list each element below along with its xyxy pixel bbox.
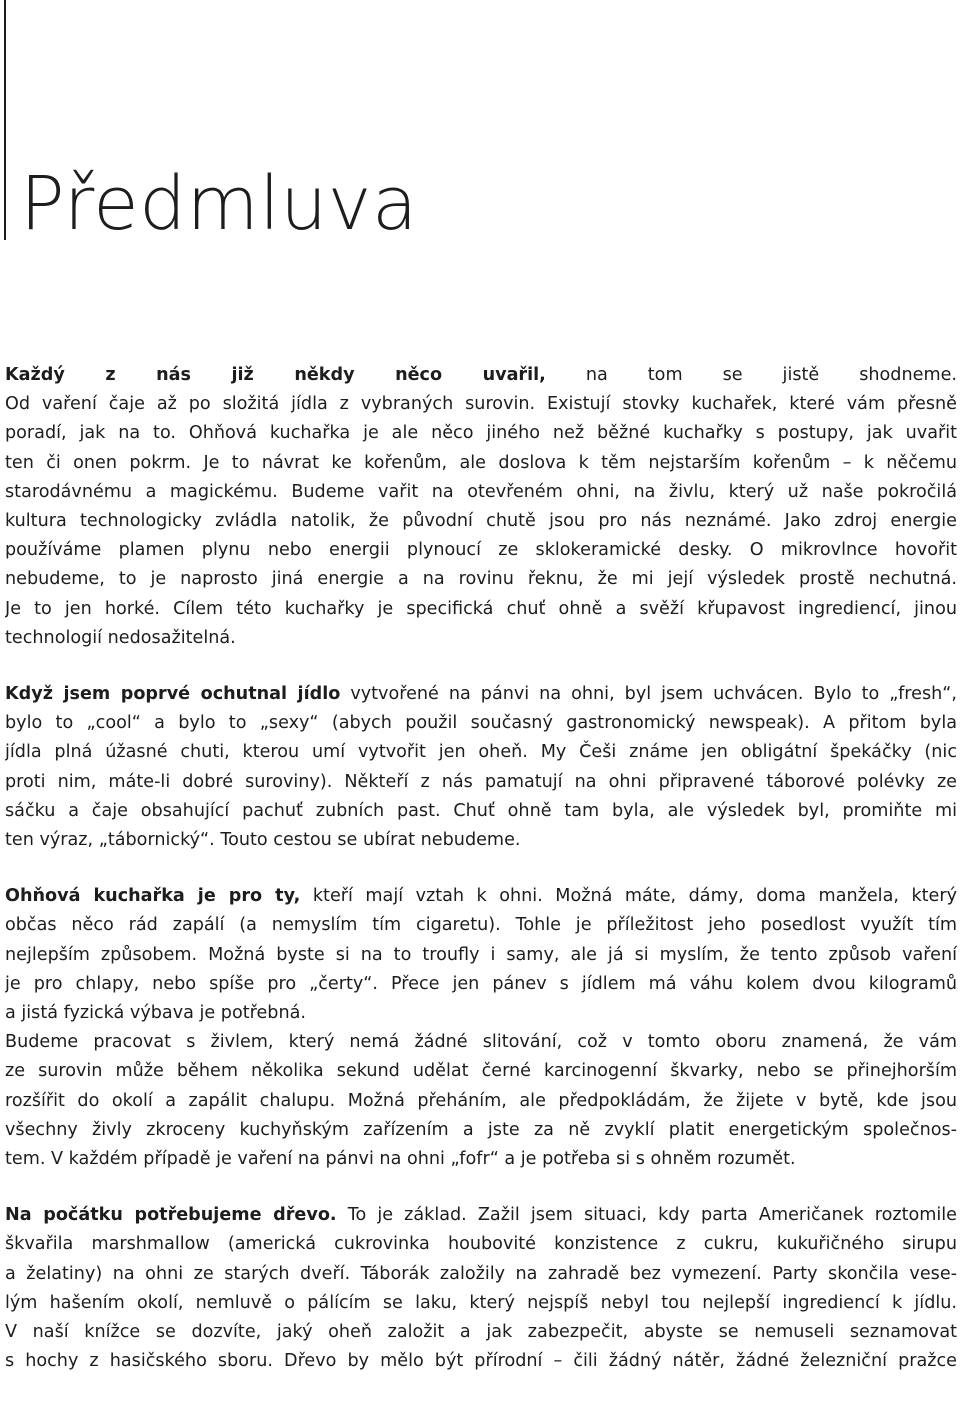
text-line: nebudeme, to je naprosto jiná energie a na rovinu řeknu, že mi její výsledek prostě nechutná. [5,569,957,590]
text-line: technologií nedosažitelná. [5,627,236,648]
text-line: a jistá fyzická výbava je potřebná. [5,1003,306,1024]
text-line: Každý z nás již někdy něco uvařil, na tom se jistě shodneme. [5,365,957,385]
text-line: je pro chlapy, nebo spíše pro „čerty“. Přece jen pánev s jídlem má váhu kolem dvou kilogramů [5,973,957,994]
text-line: sáčku a čaje obsahující pachuť zubních past. Chuť ohně tam byla, ale výsledek byl, promiňte mi [5,800,957,821]
paragraph-audience [5,882,957,1028]
text-line: s hochy z hasičského sboru. Dřevo by mělo být přírodní – čili žádný nátěr, žádné železniční pražce [5,1351,957,1372]
lead-phrase: Každý z nás již někdy něco uvařil, [5,365,546,385]
text-line: a želatiny) na ohni ze starých dveří. Táborák založily na zahradě bez vymezení. Party skončila vese- [5,1263,957,1284]
text-line: lým hašením okolí, nemluvě o pálícím se laku, který nejspíš nebyl tou nejlepší ingrediencí k jídlu. [5,1292,957,1313]
paragraph-wood [5,1201,957,1376]
lead-phrase: Na počátku potřebujeme dřevo. [5,1205,337,1226]
text-line: starodávnému a magickému. Budeme vařit na otevřeném ohni, na živlu, který už naše pokročilá [5,481,957,502]
text-line: proti nim, máte-li dobré suroviny). Někteří z nás pamatují na ohni připravené táborové polévky ze [5,771,957,792]
text-line: škvařila marshmallow (americká cukrovinka houbovité konzistence z cukru, kukuřičného sirupu [5,1234,957,1255]
text-line: ten výraz, „tábornický“. Touto cestou se ubírat nebudeme. [5,830,521,851]
text-line: Na počátku potřebujeme dřevo. To je základ. Zažil jsem situaci, kdy parta Američanek roztomile [5,1205,957,1226]
text-line: kultura technologicky zvládla natolik, že původní chutě jsou pro nás neznámé. Jako zdroj energie [5,511,957,532]
lead-phrase: Ohňová kuchařka je pro ty, [5,886,301,907]
text-line: ten či onen pokrm. Je to návrat ke kořenům, ale doslova k těm nejstarším kořenům – k něčemu [5,452,957,473]
text-line: Od vaření čaje až po složitá jídla z vybraných surovin. Existují stovky kuchařek, které vám přesně [5,394,957,415]
text-line: rozšířit do okolí a zapálit chalupu. Možná přeháním, ale předpokládám, že žijete v bytě, kde jsou [5,1090,957,1111]
text-line: bylo to „cool“ a bylo to „sexy“ (abych použil současný gastronomický newspeak). A přitom byla [5,713,957,734]
margin-rule [4,0,6,240]
paragraph-element [5,1028,957,1174]
text-line: všechny živly zkroceny kuchyňským zařízením a jste za ně zvyklí platit energetickým společnos- [5,1119,957,1140]
body-text [5,361,957,1404]
text-line: používáme plamen plynu nebo energii plynoucí ze sklokeramické desky. O mikrovlnce hovořit [5,540,957,561]
text-line: poradí, jak na to. Ohňová kuchařka je ale něco jiného než běžné kuchařky s postupy, jak uvařit [5,423,957,444]
text-line: Budeme pracovat s živlem, který nemá žádné slitování, což v tomto oboru znamená, že vám [5,1032,957,1053]
lead-phrase: Když jsem poprvé ochutnal jídlo [5,684,341,705]
text-line: Když jsem poprvé ochutnal jídlo vytvořené na pánvi na ohni, byl jsem uchvácen. Bylo to „fresh“, [5,684,957,705]
text-line: Ohňová kuchařka je pro ty, kteří mají vztah k ohni. Možná máte, dámy, doma manžela, který [5,886,957,907]
text-line: Je to jen horké. Cílem této kuchařky je specifická chuť ohně a svěží křupavost ingrediencí, jinou [5,598,957,619]
text-line: tem. V každém případě je vaření na pánvi na ohni „fofr“ a je potřeba si s ohněm rozumět. [5,1149,796,1170]
paragraph-intro [5,361,957,653]
paragraph-first-taste [5,680,957,855]
page-title: Předmluva [20,161,418,247]
text-line: nejlepším způsobem. Možná byste si na to troufly i samy, ale já si myslím, že tento způsob vaření [5,944,957,965]
text-line: jídla plná úžasné chuti, kterou umí vytvořit jen oheň. My Češi známe jen obligátní špekáčky (nic [5,742,957,763]
text-line: ze surovin může během několika sekund udělat černé karcinogenní škvarky, nebo se přinejhorším [5,1061,957,1082]
text-line: občas něco rád zapálí (a nemyslím tím cigaretu). Tohle je příležitost jeho posedlost využít tím [5,915,957,936]
text-line: V naší knížce se dozvíte, jaký oheň založit a jak zabezpečit, abyste se nemuseli seznamovat [5,1322,957,1343]
